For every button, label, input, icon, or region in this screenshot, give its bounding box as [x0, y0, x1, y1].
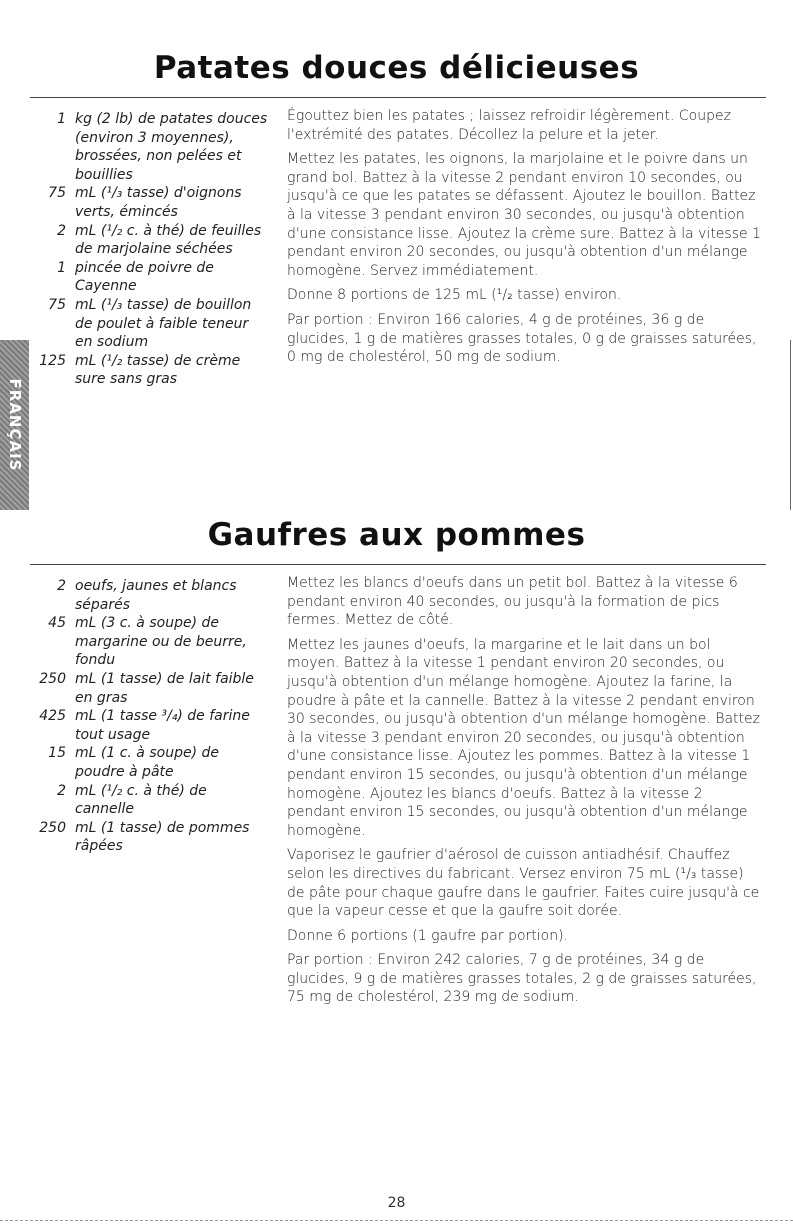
ingredient-item: [36, 296, 268, 352]
ingredient-quantity: 250: [39, 819, 66, 836]
right-margin-line: [790, 340, 791, 510]
title-rule-2: [30, 564, 766, 565]
ingredient-text: mL (¹/₂ c. à thé) de cannelle: [75, 782, 207, 818]
ingredient-item: [36, 352, 268, 389]
ingredient-text: mL (¹/₂ c. à thé) de feuilles de marjolaine séchées: [75, 222, 262, 258]
ingredient-quantity: 1: [57, 111, 66, 127]
page-bottom-edge: [0, 1220, 793, 1221]
instruction-paragraph: Mettez les jaunes d'oeufs, la margarine et le lait dans un bol moyen. Battez à la vitesse 1 pendant environ 20 secondes, ou jusqu'à obtention d'un mélange homogène. Ajoutez la farine, la poudre à pâte et la cannelle. Battez à la vitesse 2 pendant environ 30 secondes, ou jusqu'à obtention d'un mélange homogène. Battez à la vitesse 3 pendant environ 20 secondes, ou jusqu'à obtention d'une consistance lisse. Ajoutez les pommes. Battez à la vitesse 1 pendant environ 15 secondes, ou jusqu'à obtention d'un mélange homogène. Ajoutez les blancs d'oeufs. Battez à la vitesse 2 pendant environ 15 secondes, ou jusqu'à obtention d'un mélange homogène.: [287, 636, 760, 839]
ingredient-quantity: 425: [39, 708, 66, 725]
ingredient-text: mL (1 c. à soupe) de poudre à pâte: [75, 745, 219, 780]
ingredient-text: mL (3 c. à soupe) de margarine ou de beurre, fondu: [75, 615, 247, 669]
ingredient-item: [36, 614, 268, 670]
ingredient-item: [36, 670, 268, 707]
ingredient-text: kg (2 lb) de patates douces (environ 3 moyennes), brossées, non pelées et bouillies: [75, 111, 268, 183]
instruction-paragraph: Vaporisez le gaufrier d'aérosol de cuisson antiadhésif. Chauffez selon les directives du fabricant. Versez environ 75 mL (¹/₃ tasse) de pâte pour chaque gaufre dans le gaufrier. Faites cuire jusqu'à ce que la vapeur cesse et que la gaufre soit dorée.: [287, 847, 760, 920]
instruction-paragraph: Mettez les patates, les oignons, la marjolaine et le poivre dans un grand bol. Battez à la vitesse 2 pendant environ 10 secondes, ou jusqu'à ce que les patates se défassent. Ajoutez le bouillon. Battez à la vitesse 3 pendant environ 30 secondes, ou jusqu'à obtention d'une consistance lisse. Ajoutez la crème sure. Battez à la vitesse 1 pendant environ 20 secondes, ou jusqu'à obtention d'un mélange homogène. Servez immédiatement.: [287, 151, 761, 279]
ingredient-quantity: 1: [57, 259, 66, 276]
ingredient-quantity: 75: [48, 296, 66, 313]
ingredient-text: mL (1 tasse) de pommes râpées: [75, 819, 250, 855]
instruction-paragraph: Égouttez bien les patates ; laissez refroidir légèrement. Coupez l'extrémité des patates. Décollez la pelure et la jeter.: [287, 108, 731, 143]
ingredient-list-2: [36, 577, 268, 856]
page-number: 28: [387, 1195, 406, 1211]
ingredient-list-1: [36, 110, 268, 389]
recipe-title-2: Gaufres aux pommes: [207, 517, 586, 553]
ingredient-item: [36, 744, 268, 781]
ingredient-quantity: 2: [57, 578, 66, 594]
instruction-paragraph: Mettez les blancs d'oeufs dans un petit bol. Battez à la vitesse 6 pendant environ 40 secondes, ou jusqu'à la formation de pics fermes. Mettez de côté.: [287, 575, 738, 629]
title-rule-1: [30, 97, 766, 98]
ingredient-item: [36, 782, 268, 819]
ingredient-quantity: 2: [57, 782, 66, 799]
instructions-1: [287, 107, 763, 373]
ingredient-text: mL (1 tasse) de lait faible en gras: [75, 670, 254, 706]
ingredient-item: [36, 819, 268, 856]
ingredient-item: [36, 577, 268, 614]
ingredient-quantity: 45: [48, 615, 66, 632]
language-tab: [0, 340, 29, 510]
ingredient-text: mL (¹/₂ tasse) de crème sure sans gras: [75, 352, 241, 388]
recipe-title-1: Patates douces délicieuses: [153, 50, 640, 86]
ingredient-text: mL (¹/₃ tasse) d'oignons verts, émincés: [75, 185, 242, 220]
ingredient-quantity: 2: [57, 222, 66, 239]
instruction-paragraph: Donne 8 portions de 125 mL (¹/₂ tasse) environ.: [287, 287, 622, 304]
instructions-2: [287, 574, 763, 1013]
ingredient-quantity: 15: [48, 745, 66, 762]
language-tab-label: FRANÇAIS: [5, 378, 24, 472]
ingredient-quantity: 75: [48, 185, 66, 202]
ingredient-item: [36, 110, 268, 184]
ingredient-item: [36, 707, 268, 744]
instruction-paragraph: Par portion : Environ 242 calories, 7 g de protéines, 34 g de glucides, 9 g de matières grasses totales, 2 g de graisses saturées, 75 mg de cholestérol, 239 mg de sodium.: [287, 952, 757, 1006]
ingredient-quantity: 125: [39, 352, 66, 369]
ingredient-item: [36, 222, 268, 259]
ingredient-item: [36, 259, 268, 296]
ingredient-item: [36, 184, 268, 221]
ingredient-text: mL (1 tasse ³/₄) de farine tout usage: [75, 708, 250, 743]
instruction-paragraph: Par portion : Environ 166 calories, 4 g de protéines, 36 g de glucides, 1 g de matières grasses totales, 0 g de graisses saturées, 0 mg de cholestérol, 50 mg de sodium.: [287, 311, 757, 366]
ingredient-text: oeufs, jaunes et blancs séparés: [75, 578, 237, 613]
instruction-paragraph: Donne 6 portions (1 gaufre par portion).: [287, 927, 569, 944]
ingredient-text: pincée de poivre de Cayenne: [75, 259, 214, 295]
ingredient-quantity: 250: [39, 670, 66, 687]
ingredient-text: mL (¹/₃ tasse) de bouillon de poulet à faible teneur en sodium: [75, 296, 252, 351]
